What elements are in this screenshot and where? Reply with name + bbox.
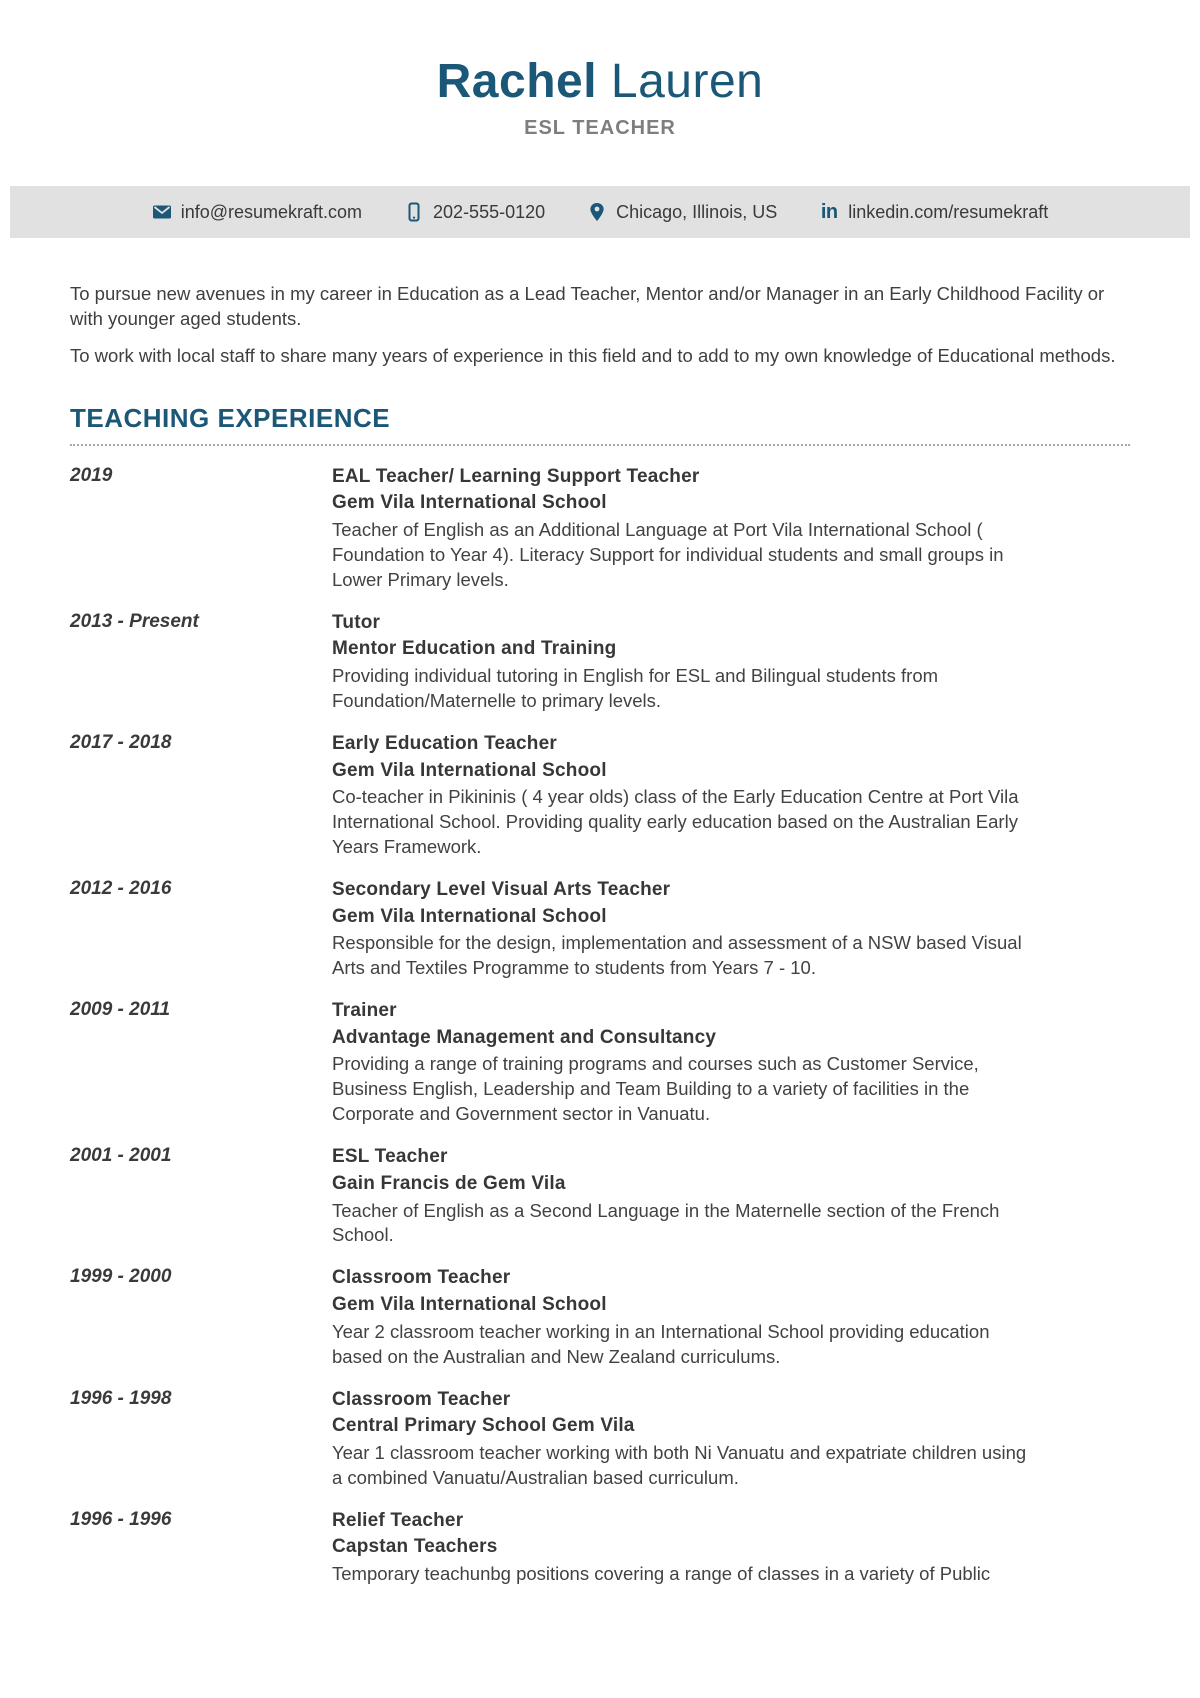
entry-organization: Gem Vila International School xyxy=(332,492,607,514)
contact-location[interactable] xyxy=(587,202,777,223)
entry-period: 2019 xyxy=(70,464,113,486)
entry-description: Teacher of English as an Additional Language at Port Vila International School ( Foundation to Year 4). Literacy Support for individual students and small groups in Lower Primary levels. xyxy=(332,518,1004,590)
section-title: TEACHING EXPERIENCE xyxy=(70,403,1130,446)
experience-entry xyxy=(70,1265,1130,1369)
entry-organization: Gem Vila International School xyxy=(332,1294,607,1316)
entry-role: Tutor xyxy=(332,611,381,633)
entry-period: 2013 - Present xyxy=(70,610,199,632)
entry-organization: Advantage Management and Consultancy xyxy=(332,1026,717,1048)
experience-entry xyxy=(70,1508,1130,1587)
entry-description: Providing individual tutoring in English for ESL and Bilingual students from Foundation/Maternelle to primary levels. xyxy=(332,665,939,712)
entry-organization: Gain Francis de Gem Vila xyxy=(332,1172,566,1194)
experience-entries xyxy=(70,464,1130,1587)
entry-period: 2017 - 2018 xyxy=(70,732,172,753)
teaching-experience-section xyxy=(70,403,1130,1587)
experience-entry xyxy=(70,1144,1130,1248)
entry-role: EAL Teacher/ Learning Support Teacher xyxy=(332,465,700,487)
experience-entry xyxy=(70,464,1130,593)
entry-description: Year 2 classroom teacher working in an International School providing education based on the Australian and New Zealand curriculums. xyxy=(332,1320,990,1367)
entry-role: Relief Teacher xyxy=(332,1509,464,1531)
entry-period: 2001 - 2001 xyxy=(70,1145,172,1167)
entry-period: 2012 - 2016 xyxy=(70,878,172,900)
entry-period: 1996 - 1996 xyxy=(70,1508,172,1530)
contact-phone[interactable] xyxy=(404,202,545,223)
linkedin-icon: in xyxy=(820,201,838,223)
objective-paragraph: To pursue new avenues in my career in Education as a Lead Teacher, Mentor and/or Manager in an Early Childhood Facility or with younger aged students. xyxy=(70,283,1105,329)
contact-phone-text: 202-555-0120 xyxy=(433,201,546,222)
page-title xyxy=(0,54,1200,109)
entry-organization: Mentor Education and Training xyxy=(332,638,617,660)
email-icon xyxy=(152,202,172,222)
entry-role: ESL Teacher xyxy=(332,1146,448,1168)
experience-entry xyxy=(70,610,1130,714)
first-name: Rachel xyxy=(436,55,598,108)
experience-entry xyxy=(70,1387,1130,1491)
contact-location-text: Chicago, Illinois, US xyxy=(616,201,778,222)
experience-entry xyxy=(70,731,1130,860)
location-pin-icon xyxy=(587,202,607,222)
experience-entry xyxy=(70,998,1130,1127)
resume-header xyxy=(0,0,1200,140)
entry-description: Providing a range of training programs and courses such as Customer Service, Business English, Leadership and Team Building to a variety of facilities in the Corporate and Government sector in Vanuatu. xyxy=(332,1053,979,1125)
entry-description: Temporary teachunbg positions covering a range of classes in a variety of Public xyxy=(332,1562,991,1584)
entry-description: Responsible for the design, implementation and assessment of a NSW based Visual Arts and Textiles Programme to students from Years 7 - 10. xyxy=(332,932,1022,979)
entry-organization: Capstan Teachers xyxy=(332,1536,498,1558)
entry-description: Year 1 classroom teacher working with both Ni Vanuatu and expatriate children using a combined Vanuatu/Australian based curriculum. xyxy=(332,1441,1027,1488)
contact-email-text: info@resumekraft.com xyxy=(180,201,363,222)
entry-description: Teacher of English as a Second Language in the Maternelle section of the French School. xyxy=(332,1199,1000,1246)
entry-period: 1999 - 2000 xyxy=(70,1266,172,1288)
phone-icon xyxy=(404,202,424,222)
entry-role: Secondary Level Visual Arts Teacher xyxy=(332,879,671,901)
entry-period: 1996 - 1998 xyxy=(70,1387,172,1409)
entry-organization: Gem Vila International School xyxy=(332,905,607,927)
entry-role: Trainer xyxy=(332,1000,397,1022)
entry-period: 2009 - 2011 xyxy=(70,999,171,1021)
contact-linkedin-text: linkedin.com/resumekraft xyxy=(848,201,1049,222)
entry-organization: Central Primary School Gem Vila xyxy=(332,1415,635,1437)
entry-role: Classroom Teacher xyxy=(332,1267,511,1289)
contact-email[interactable] xyxy=(152,202,362,223)
objective-paragraph: To work with local staff to share many years of experience in this field and to add to my own knowledge of Educational methods. xyxy=(70,345,1116,367)
contact-bar xyxy=(10,186,1190,238)
experience-entry xyxy=(70,877,1130,981)
job-subtitle: ESL TEACHER xyxy=(524,117,676,139)
last-name: Lauren xyxy=(597,55,764,108)
entry-role: Early Education Teacher xyxy=(332,733,557,754)
entry-organization: Gem Vila International School xyxy=(332,759,607,781)
entry-role: Classroom Teacher xyxy=(332,1388,511,1410)
contact-linkedin[interactable] xyxy=(819,202,1048,223)
entry-description: Co-teacher in Pikininis ( 4 year olds) class of the Early Education Centre at Port Vila International School. Providing quality early education based on the Australian Early Years Framework. xyxy=(332,786,1019,858)
objective-section xyxy=(70,282,1130,369)
